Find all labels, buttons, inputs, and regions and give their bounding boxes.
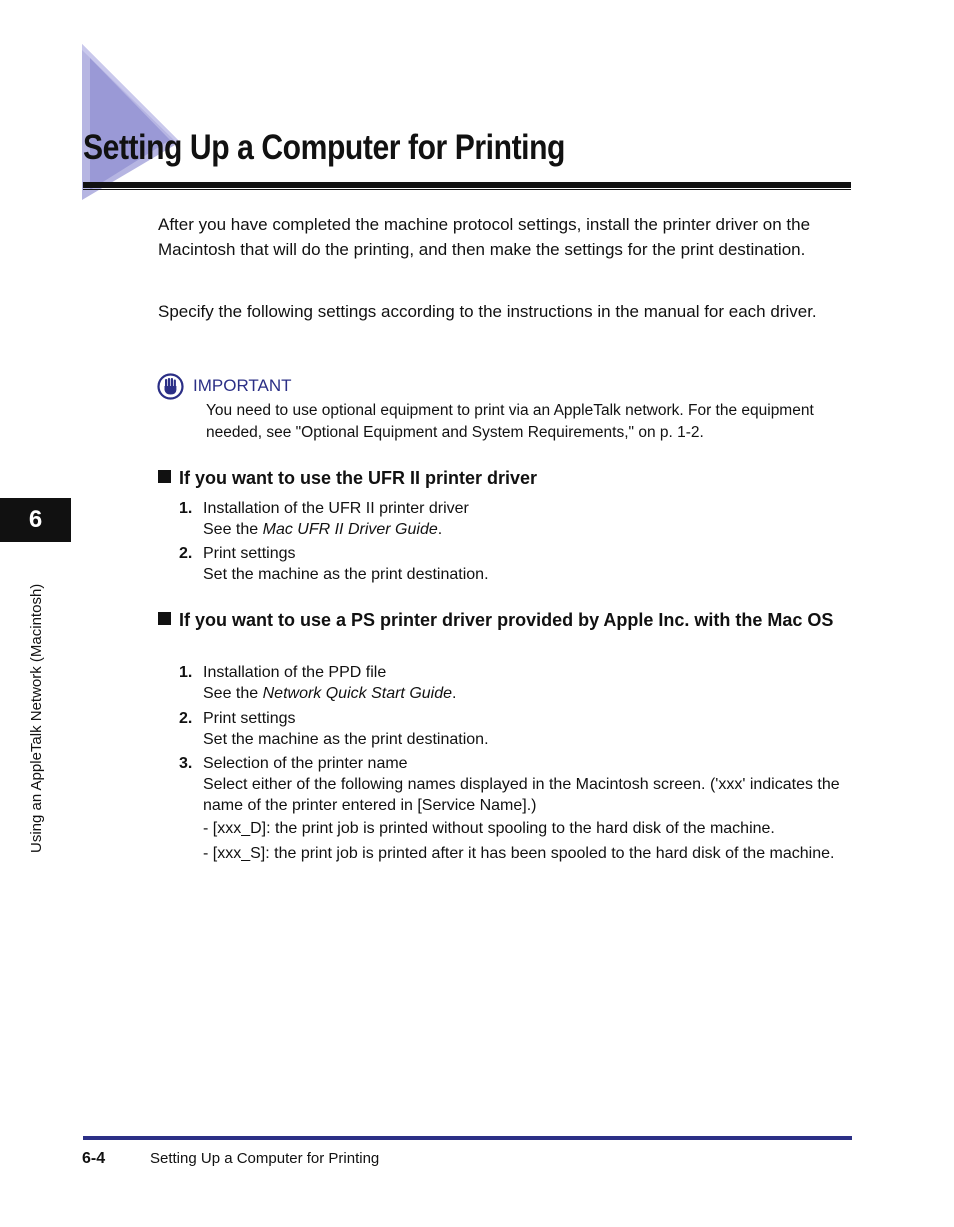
title-rule-thin [83, 189, 851, 190]
item-number: 1. [179, 500, 193, 517]
item-title: Print settings [203, 710, 296, 727]
page-title: Setting Up a Computer for Printing [83, 128, 566, 167]
section-heading-ps [158, 609, 869, 631]
item-title: Print settings [203, 545, 296, 562]
item-detail: Set the machine as the print destination. [203, 566, 489, 583]
list-item [179, 543, 849, 585]
dash-bullet-item: - [xxx_S]: the print job is printed after it has been spooled to the hard disk of the machine. [203, 845, 835, 862]
important-text: You need to use optional equipment to print via an AppleTalk network. For the equipment needed, see "Optional Equipment and System Requirements," on p. 1-2. [206, 402, 814, 441]
intro-paragraph-1: After you have completed the machine protocol settings, install the printer driver on the Macintosh that will do the printing, and then make the settings for the print destination. [158, 215, 811, 259]
item-number: 2. [179, 710, 193, 727]
square-bullet-icon [158, 470, 171, 483]
square-bullet-icon [158, 612, 171, 625]
section-heading-ufr-text: If you want to use the UFR II printer driver [179, 468, 538, 488]
footer-title: Setting Up a Computer for Printing [150, 1150, 380, 1167]
chapter-tab: 6 [0, 498, 71, 542]
list-item [179, 498, 849, 540]
hand-stop-icon [157, 373, 184, 400]
item-number: 2. [179, 545, 193, 562]
dash-bullet-item: - [xxx_D]: the print job is printed without spooling to the hard disk of the machine. [203, 820, 775, 837]
section-heading-ps-text: If you want to use a PS printer driver provided by Apple Inc. with the Mac OS [179, 610, 834, 630]
intro-paragraph-2: Specify the following settings according to the instructions in the manual for each driver. [158, 302, 817, 321]
item-detail: Set the machine as the print destination. [203, 731, 489, 748]
item-title: Installation of the UFR II printer driver [203, 500, 469, 517]
item-reference: See the Mac UFR II Driver Guide. [203, 521, 443, 538]
side-chapter-label: Using an AppleTalk Network (Macintosh) [28, 583, 45, 853]
item-number: 1. [179, 664, 193, 681]
item-title: Selection of the printer name [203, 755, 408, 772]
item-reference: See the Network Quick Start Guide. [203, 685, 457, 702]
list-item [179, 708, 849, 750]
page-number: 6-4 [82, 1150, 106, 1167]
title-rule [83, 182, 851, 188]
list-item [179, 662, 849, 704]
corner-triangle-decoration [82, 44, 182, 200]
section-heading-ufr [158, 467, 869, 489]
list-item [179, 753, 849, 816]
important-label: IMPORTANT [193, 376, 292, 395]
item-number: 3. [179, 755, 193, 772]
item-detail: Select either of the following names displayed in the Macintosh screen. ('xxx' indicates the name of the printer entered in [Service Name].) [203, 776, 840, 814]
footer-rule [83, 1136, 852, 1140]
item-title: Installation of the PPD file [203, 664, 387, 681]
